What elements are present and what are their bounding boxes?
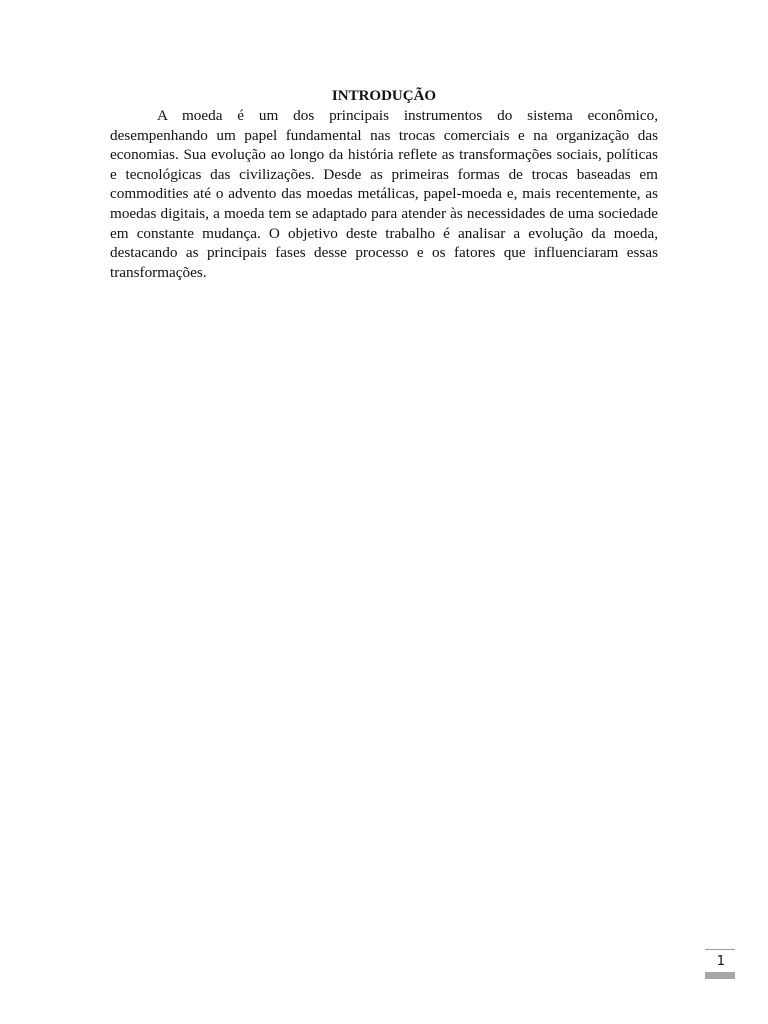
footer-top-rule [705,949,735,950]
page-number-footer [705,949,735,979]
intro-paragraph: A moeda é um dos principais instrumentos do sistema econômico, desempenhando um papel fundamental nas trocas comerciais e na organização das economias. Sua evolução ao longo da história reflete as transformações sociais, políticas e tecnológicas das civilizações. Desde as primeiras formas de trocas baseadas em commodities até o advento das moedas metálicas, papel-moeda e, mais recentemente, as moedas digitais, a moeda tem se adaptado para atender às necessidades de uma sociedade em constante mudança. O objetivo deste trabalho é analisar a evolução da moeda, destacando as principais fases desse processo e os fatores que influenciaram essas transformações. [110,107,658,281]
page-content [110,86,658,282]
footer-bottom-bar [705,972,735,979]
section-title: INTRODUÇÃO [331,88,437,104]
page-number: 1 [716,954,725,969]
